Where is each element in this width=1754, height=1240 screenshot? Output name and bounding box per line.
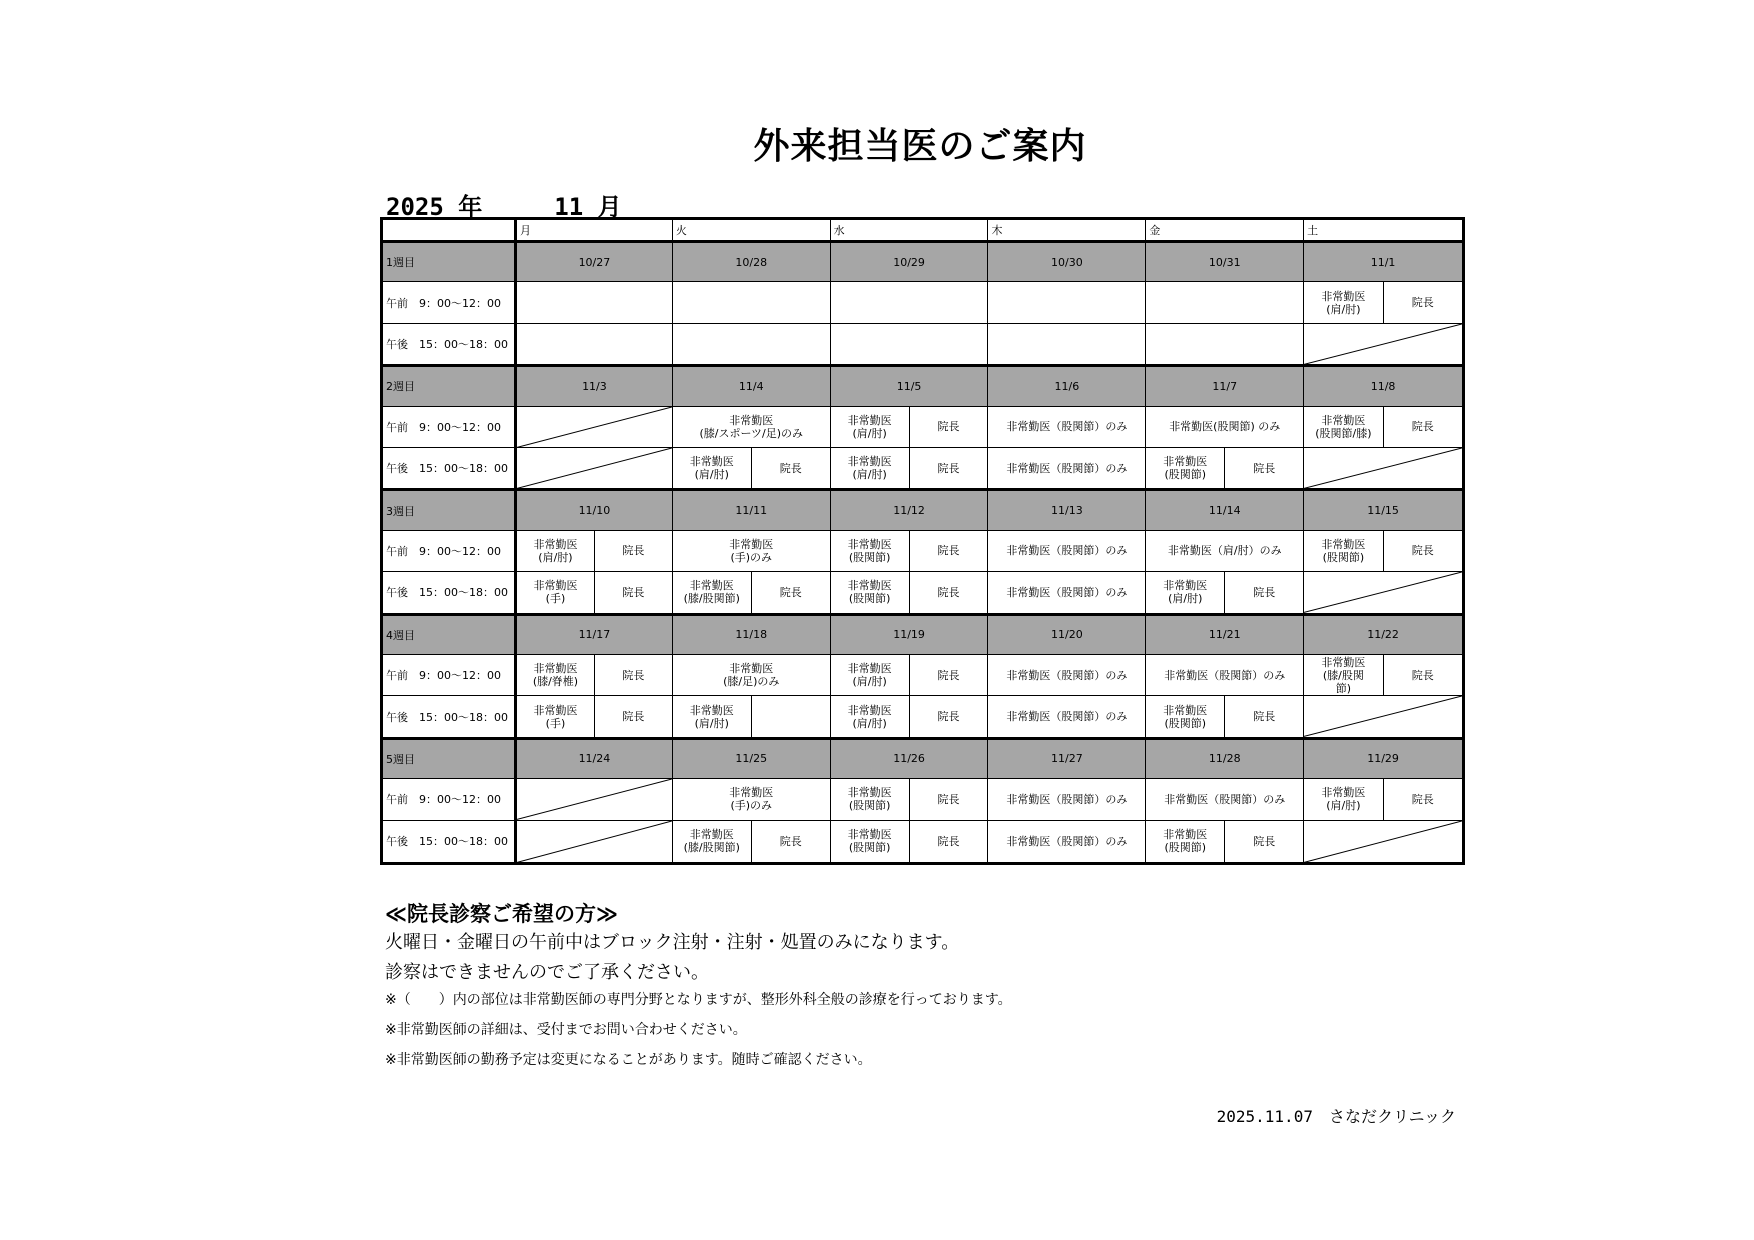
part-time-doctor-text: 非常勤医 (肩/肘) <box>1304 282 1383 322</box>
director-text: 院長 <box>1253 710 1276 724</box>
closed-cell <box>1304 821 1462 862</box>
page-title: 外来担当医のご案内 <box>753 126 1087 167</box>
schedule-cell: 非常勤医 (膝/足)のみ <box>673 655 831 696</box>
date-cell: 11/22 <box>1304 614 1462 655</box>
time-label-morning: 午前 9：00～12：00 <box>383 531 515 572</box>
date-cell: 11/4 <box>673 365 831 406</box>
closed-slash-icon <box>1304 572 1462 612</box>
part-time-doctor-text: 非常勤医 (肩/肘) <box>673 448 752 488</box>
date-cell: 11/25 <box>673 738 831 779</box>
date-cell: 11/20 <box>988 614 1146 655</box>
director-text: 院長 <box>937 544 960 558</box>
director-text: 院長 <box>937 834 960 848</box>
closed-cell <box>1304 448 1462 489</box>
empty-cell <box>1146 282 1304 323</box>
schedule-cell <box>515 696 673 737</box>
director-text: 院長 <box>1411 420 1434 434</box>
part-time-doctor-text: 非常勤医 (手) <box>517 696 595 736</box>
part-time-doctor-text: 非常勤医 (肩/肘) <box>673 696 752 736</box>
part-time-doctor-text: 非常勤医 (股関節) <box>1146 696 1225 736</box>
closed-slash-icon <box>1304 324 1462 364</box>
schedule-cell <box>673 821 831 862</box>
schedule-cell: 非常勤医（股関節）のみ <box>1146 779 1304 820</box>
date-cell: 11/10 <box>515 489 673 530</box>
date-cell: 10/27 <box>515 241 673 282</box>
director-text <box>752 696 830 736</box>
schedule-cell <box>1146 572 1304 613</box>
day-header-tue: 火 <box>673 220 831 241</box>
date-cell: 11/5 <box>831 365 989 406</box>
date-cell: 11/7 <box>1146 365 1304 406</box>
director-text: 院長 <box>779 834 802 848</box>
schedule-cell <box>831 696 989 737</box>
director-text: 院長 <box>1253 585 1276 599</box>
empty-cell <box>988 282 1146 323</box>
schedule-cell: 非常勤医（股関節）のみ <box>988 448 1146 489</box>
notes-footnote: ※非常勤医師の勤務予定は変更になることがあります。随時ご確認ください。 <box>385 1052 872 1068</box>
week-label: 3週目 <box>383 489 515 530</box>
week-label: 2週目 <box>383 365 515 406</box>
schedule-cell <box>515 531 673 572</box>
schedule-cell: 非常勤医（股関節）のみ <box>988 696 1146 737</box>
director-text: 院長 <box>937 461 960 475</box>
time-label-morning: 午前 9：00～12：00 <box>383 282 515 323</box>
closed-slash-icon <box>517 448 672 488</box>
schedule-cell: 非常勤医（肩/肘）のみ <box>1146 531 1304 572</box>
notes-section <box>385 898 1012 1078</box>
part-time-doctor-text: 非常勤医 (膝/股関節) <box>673 821 752 862</box>
date-cell: 11/28 <box>1146 738 1304 779</box>
day-header-thu: 木 <box>988 220 1146 241</box>
part-time-doctor-text: 非常勤医 (肩/肘) <box>831 448 910 488</box>
empty-cell <box>988 324 1146 365</box>
closed-cell <box>515 448 673 489</box>
schedule-cell <box>1304 655 1462 696</box>
part-time-doctor-text: 非常勤医 (股関節) <box>1146 448 1225 488</box>
time-label-morning: 午前 9：00～12：00 <box>383 655 515 696</box>
part-time-doctor-text: 非常勤医 (膝/股関 節) <box>1304 655 1383 695</box>
schedule-cell <box>831 531 989 572</box>
empty-cell <box>831 282 989 323</box>
date-cell: 11/18 <box>673 614 831 655</box>
schedule-cell: 非常勤医（股関節）のみ <box>988 779 1146 820</box>
schedule-cell: 非常勤医（股関節）のみ <box>988 655 1146 696</box>
date-cell: 11/14 <box>1146 489 1304 530</box>
time-label-afternoon: 午後 15：00～18：00 <box>383 448 515 489</box>
part-time-doctor-text: 非常勤医 (股関節) <box>1304 531 1383 571</box>
schedule-cell <box>1146 821 1304 862</box>
schedule-cell: 非常勤医（股関節）のみ <box>988 572 1146 613</box>
schedule-cell: 非常勤医 (手)のみ <box>673 779 831 820</box>
schedule-cell: 非常勤医（股関節）のみ <box>988 407 1146 448</box>
director-text: 院長 <box>937 792 960 806</box>
director-text: 院長 <box>779 585 802 599</box>
schedule-cell: 非常勤医(股関節) のみ <box>1146 407 1304 448</box>
part-time-doctor-text: 非常勤医 (肩/肘) <box>831 407 910 447</box>
date-cell: 11/8 <box>1304 365 1462 406</box>
date-cell: 11/12 <box>831 489 989 530</box>
schedule-cell <box>831 655 989 696</box>
date-cell: 11/26 <box>831 738 989 779</box>
director-text: 院長 <box>937 585 960 599</box>
director-text: 院長 <box>622 544 645 558</box>
date-cell: 11/27 <box>988 738 1146 779</box>
part-time-doctor-text: 非常勤医 (肩/肘) <box>1304 779 1383 819</box>
footer-date-clinic: 2025.11.07 さなだクリニック <box>1216 1107 1456 1126</box>
schedule-cell <box>673 696 831 737</box>
day-header-fri: 金 <box>1146 220 1304 241</box>
director-text: 院長 <box>779 461 802 475</box>
date-cell: 11/21 <box>1146 614 1304 655</box>
schedule-cell <box>515 572 673 613</box>
part-time-doctor-text: 非常勤医 (手) <box>517 572 595 612</box>
date-cell: 11/1 <box>1304 241 1462 282</box>
schedule-cell <box>831 407 989 448</box>
part-time-doctor-text: 非常勤医 (肩/肘) <box>1146 572 1225 612</box>
date-cell: 10/29 <box>831 241 989 282</box>
date-cell: 11/19 <box>831 614 989 655</box>
week-label: 4週目 <box>383 614 515 655</box>
director-text: 院長 <box>937 668 960 682</box>
closed-cell <box>1304 696 1462 737</box>
schedule-table <box>380 217 1465 865</box>
closed-slash-icon <box>1304 448 1462 488</box>
part-time-doctor-text: 非常勤医 (股関節) <box>831 572 910 612</box>
schedule-cell: 非常勤医（股関節）のみ <box>1146 655 1304 696</box>
part-time-doctor-text: 非常勤医 (股関節/膝) <box>1304 407 1383 447</box>
day-header-sat: 土 <box>1304 220 1462 241</box>
closed-slash-icon <box>517 407 672 447</box>
schedule-cell <box>1304 779 1462 820</box>
part-time-doctor-text: 非常勤医 (股関節) <box>1146 821 1225 862</box>
date-cell: 10/30 <box>988 241 1146 282</box>
schedule-cell: 非常勤医 (膝/スポーツ/足)のみ <box>673 407 831 448</box>
empty-cell <box>1146 324 1304 365</box>
schedule-cell <box>831 448 989 489</box>
notes-line: 診察はできませんのでご了承ください。 <box>385 962 709 983</box>
director-text: 院長 <box>1411 792 1434 806</box>
week-label: 1週目 <box>383 241 515 282</box>
director-text: 院長 <box>1411 544 1434 558</box>
date-cell: 11/6 <box>988 365 1146 406</box>
director-text: 院長 <box>937 710 960 724</box>
schedule-cell: 非常勤医（股関節）のみ <box>988 821 1146 862</box>
date-cell: 10/28 <box>673 241 831 282</box>
part-time-doctor-text: 非常勤医 (股関節) <box>831 821 910 862</box>
closed-cell <box>1304 572 1462 613</box>
week-label: 5週目 <box>383 738 515 779</box>
time-label-afternoon: 午後 15：00～18：00 <box>383 572 515 613</box>
closed-slash-icon <box>517 821 672 862</box>
time-label-morning: 午前 9：00～12：00 <box>383 407 515 448</box>
schedule-cell <box>1304 282 1462 323</box>
part-time-doctor-text: 非常勤医 (膝/股関節) <box>673 572 752 612</box>
notes-footnote: ※非常勤医師の詳細は、受付までお問い合わせください。 <box>385 1022 747 1038</box>
director-text: 院長 <box>1411 296 1434 310</box>
date-cell: 11/17 <box>515 614 673 655</box>
closed-slash-icon <box>1304 821 1462 862</box>
corner-header-cell <box>383 220 515 241</box>
day-header-mon: 月 <box>515 220 673 241</box>
date-cell: 11/3 <box>515 365 673 406</box>
director-text: 院長 <box>622 668 645 682</box>
closed-cell <box>1304 324 1462 365</box>
empty-cell <box>673 324 831 365</box>
closed-slash-icon <box>517 779 672 819</box>
schedule-cell: 非常勤医 (手)のみ <box>673 531 831 572</box>
empty-cell <box>673 282 831 323</box>
director-text: 院長 <box>1411 668 1434 682</box>
closed-cell <box>515 407 673 448</box>
part-time-doctor-text: 非常勤医 (肩/肘) <box>517 531 595 571</box>
part-time-doctor-text: 非常勤医 (膝/脊椎) <box>517 655 595 695</box>
notes-heading: ≪院長診察ご希望の方≫ <box>385 902 618 926</box>
time-label-afternoon: 午後 15：00～18：00 <box>383 821 515 862</box>
schedule-cell <box>673 448 831 489</box>
director-text: 院長 <box>1253 461 1276 475</box>
schedule-cell <box>1146 696 1304 737</box>
schedule-cell <box>1304 407 1462 448</box>
director-text: 院長 <box>937 420 960 434</box>
date-cell: 11/29 <box>1304 738 1462 779</box>
schedule-cell: 非常勤医（股関節）のみ <box>988 531 1146 572</box>
closed-slash-icon <box>1304 696 1462 736</box>
schedule-cell <box>673 572 831 613</box>
schedule-cell <box>831 572 989 613</box>
schedule-cell <box>1304 531 1462 572</box>
notes-line: 火曜日・金曜日の午前中はブロック注射・注射・処置のみになります。 <box>385 932 960 953</box>
notes-footnote: ※（ ）内の部位は非常勤医師の専門分野となりますが、整形外科全般の診療を行っております。 <box>385 992 1012 1008</box>
time-label-afternoon: 午後 15：00～18：00 <box>383 324 515 365</box>
time-label-afternoon: 午後 15：00～18：00 <box>383 696 515 737</box>
time-label-morning: 午前 9：00～12：00 <box>383 779 515 820</box>
part-time-doctor-text: 非常勤医 (肩/肘) <box>831 696 910 736</box>
closed-cell <box>515 779 673 820</box>
director-text: 院長 <box>622 710 645 724</box>
director-text: 院長 <box>622 585 645 599</box>
director-text: 院長 <box>1253 834 1276 848</box>
empty-cell <box>831 324 989 365</box>
day-header-wed: 水 <box>831 220 989 241</box>
schedule-cell <box>831 779 989 820</box>
part-time-doctor-text: 非常勤医 (股関節) <box>831 531 910 571</box>
part-time-doctor-text: 非常勤医 (股関節) <box>831 779 910 819</box>
date-cell: 11/11 <box>673 489 831 530</box>
empty-cell <box>515 324 673 365</box>
empty-cell <box>515 282 673 323</box>
schedule-cell <box>831 821 989 862</box>
date-cell: 11/24 <box>515 738 673 779</box>
closed-cell <box>515 821 673 862</box>
date-cell: 10/31 <box>1146 241 1304 282</box>
part-time-doctor-text: 非常勤医 (肩/肘) <box>831 655 910 695</box>
date-cell: 11/13 <box>988 489 1146 530</box>
schedule-cell <box>515 655 673 696</box>
schedule-cell <box>1146 448 1304 489</box>
year-month-label: 2025 年 11 月 <box>386 193 622 221</box>
date-cell: 11/15 <box>1304 489 1462 530</box>
